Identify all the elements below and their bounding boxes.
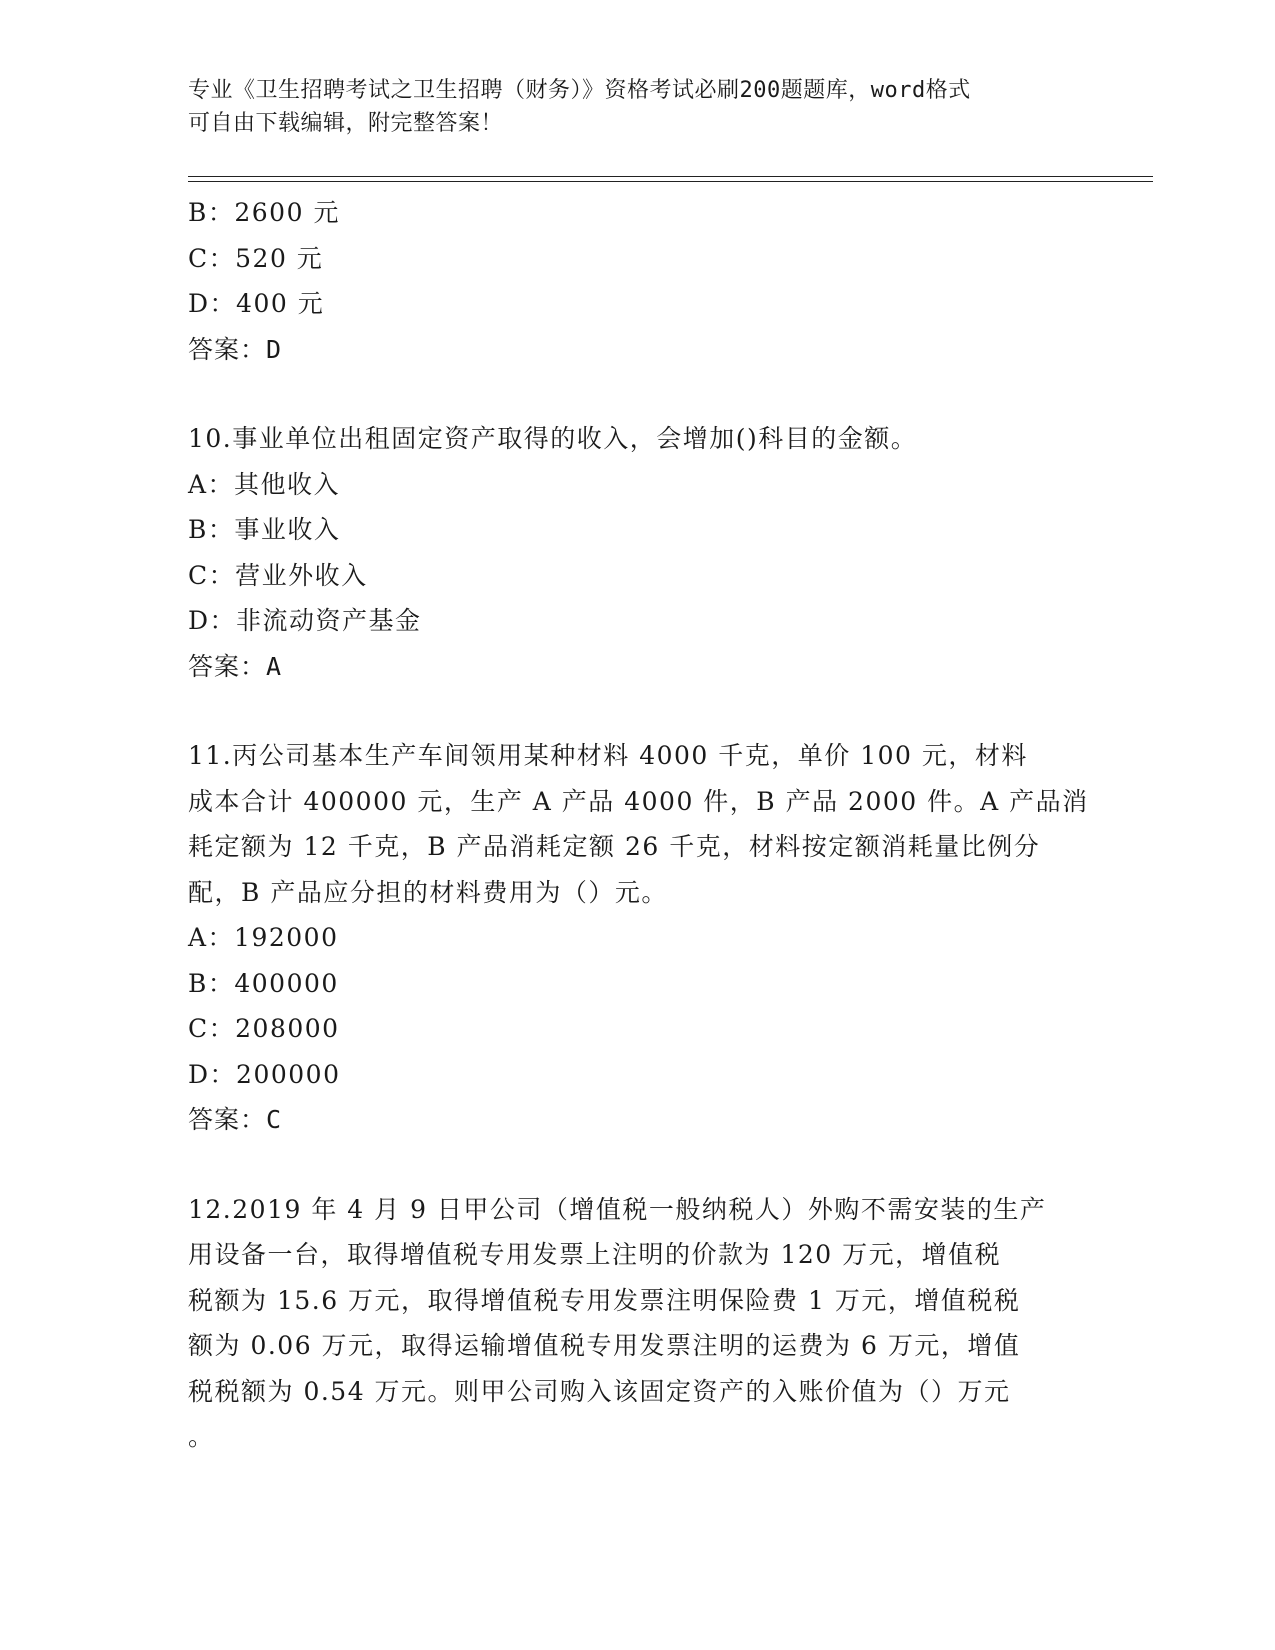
question-stem-line-2: 成本合计 400000 元，生产 A 产品 4000 件，B 产品 2000 件。A 产品消 [188, 786, 1089, 816]
option-d: D：200000 [188, 1059, 341, 1089]
option-b: B：2600 元 [188, 198, 340, 227]
option-c: C：520 元 [188, 243, 324, 273]
header-divider-bottom [188, 181, 1153, 182]
question-stem-line-1: 11.丙公司基本生产车间领用某种材料 4000 千克，单价 100 元，材料 [188, 741, 1028, 770]
question-content [188, 190, 1088, 1460]
question-stem: 10.事业单位出租固定资产取得的收入，会增加()科目的金额。 [188, 424, 918, 453]
question-stem-line-6: 。 [188, 1422, 215, 1451]
option-a: A：其他收入 [188, 469, 341, 499]
question-stem-line-3: 耗定额为 12 千克，B 产品消耗定额 26 千克，材料按定额消耗量比例分 [188, 832, 1041, 861]
question-stem-line-1: 12.2019 年 4 月 9 日甲公司（增值税一般纳税人）外购不需安装的生产 [188, 1194, 1047, 1224]
option-d: D：400 元 [188, 289, 325, 318]
answer-line: 答案：D [188, 334, 283, 364]
header-divider-top [188, 176, 1153, 177]
option-c: C：208000 [188, 1014, 340, 1043]
question-stem-line-5: 税税额为 0.54 万元。则甲公司购入该固定资产的入账价值为（）万元 [188, 1376, 1011, 1406]
page-header [188, 74, 1068, 140]
question-10 [188, 416, 1088, 689]
answer-line: 答案：A [188, 651, 283, 681]
option-b: B：事业收入 [188, 515, 341, 544]
option-b: B：400000 [188, 968, 339, 998]
question-stem-line-4: 配，B 产品应分担的材料费用为（）元。 [188, 877, 668, 907]
option-c: C：营业外收入 [188, 560, 368, 590]
option-a: A：192000 [188, 923, 339, 952]
answer-line: 答案：C [188, 1105, 283, 1134]
question-11 [188, 733, 1088, 1143]
option-d: D：非流动资产基金 [188, 606, 422, 635]
question-stem-line-4: 额为 0.06 万元，取得运输增值税专用发票注明的运费为 6 万元，增值 [188, 1331, 1021, 1360]
question-9-tail [188, 190, 1088, 372]
question-stem-line-3: 税额为 15.6 万元，取得增值税专用发票注明保险费 1 万元，增值税税 [188, 1285, 1021, 1315]
header-title-line-2: 可自由下载编辑，附完整答案！ [188, 111, 504, 136]
question-stem-line-2: 用设备一台，取得增值税专用发票上注明的价款为 120 万元，增值税 [188, 1240, 1002, 1269]
header-title-line-1: 专业《卫生招聘考试之卫生招聘（财务）》资格考试必刷200题题库，word格式 [188, 78, 971, 103]
question-12 [188, 1187, 1088, 1460]
